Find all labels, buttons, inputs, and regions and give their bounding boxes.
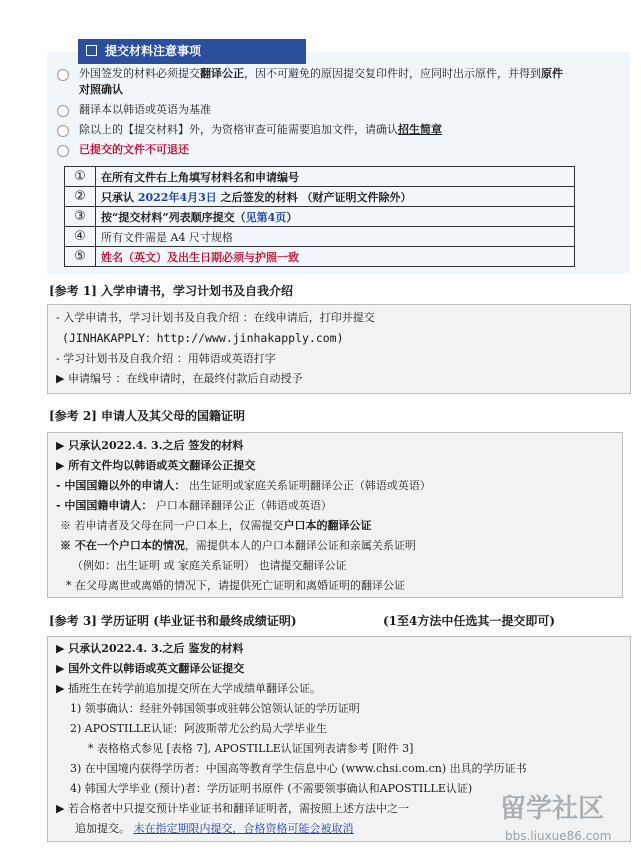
ref1-line: - 学习计划书及自我介绍 ：用韩语或英语打字: [56, 352, 276, 365]
ref3-line: 追加提交。 未在指定期限内提交，合格资格可能会被取消: [75, 822, 354, 835]
row-number: ③: [65, 207, 96, 227]
ref3-line: ▶ 国外文件以韩语或英文翻译公证提交: [56, 662, 245, 675]
ref3-heading: [参考 3] 学历证明 (毕业证书和最终成绩证明): [49, 614, 297, 628]
table-row: [65, 227, 575, 247]
ref3-red-note: 未在指定期限内提交，合格资格可能会被取消: [133, 822, 354, 835]
radio-icon: [57, 105, 69, 117]
row-text: 在所有文件右上角填写材料名和申请编号: [96, 167, 575, 187]
radio-icon: [57, 145, 69, 157]
row-number: ⑤: [65, 247, 96, 267]
row-text: 所有文件需是 A4 尺寸规格: [96, 227, 575, 247]
ref2-line: ▶ 只承认2022.4. 3.之后 签发的材料: [56, 439, 244, 452]
ref3-line: * 表格格式参见 [表格 7], APOSTILLE认证国列表请参考 [附件 3]: [88, 742, 414, 755]
ref3-line: 1) 领事确认：经驻外韩国领事或驻韩公馆领认证的学历证明: [70, 702, 360, 715]
ref3-heading-right: (1至4方法中任选其一提交即可): [383, 614, 556, 628]
ref2-heading: [参考 2] 申请人及其父母的国籍证明: [49, 409, 246, 423]
table-row: [65, 187, 575, 207]
row-number: ②: [65, 187, 96, 207]
ref2-line: ※ 不在一个户口本的情况，需提供本人的户口本翻译公证和亲属关系证明: [60, 539, 416, 552]
ref2-line: （例如：出生证明 或 家庭关系证明） 也请提交翻译公证: [72, 559, 347, 572]
ref2-line: - 中国国籍申请人： 户口本翻译翻译公正（韩语或英语）: [56, 499, 332, 512]
notice-item-1: 外国签发的材料必须提交翻译公正，因不可避免的原因提交复印件时，应同时出示原件，并得到原件: [79, 67, 563, 80]
row-text: 姓名（英文）及出生日期必须与护照一致: [96, 247, 575, 267]
radio-icon: [57, 125, 69, 137]
notice-item-3: 除以上的【提交材料】外，为资格审查可能需要追加文件，请确认招生简章: [79, 123, 442, 136]
ref2-line: ▶ 所有文件均以韩语或英文翻译公正提交: [56, 459, 256, 472]
ref1-line: ▶ 申请编号 ：在线申请时，在最终付款后自动授予: [56, 372, 303, 385]
ref2-box: [47, 432, 623, 598]
notice-item-2: 翻译本以韩语或英语为基准: [79, 103, 211, 116]
notice-title: 提交材料注意事项: [105, 44, 202, 58]
row-text: 只承认 2022年4月3日 之后签发的材料 （财产证明文件除外）: [96, 187, 575, 207]
checkbox-icon: [86, 45, 97, 56]
ref2-line: - 中国国籍以外的申请人： 出生证明或家庭关系证明翻译公正（韩语或英语）: [56, 479, 431, 492]
ref3-line: ▶ 只承认2022.4. 3.之后 鉴发的材料: [56, 642, 244, 655]
ref3-line: 2) APOSTILLE认证：阿波斯蒂尤公约局大学毕业生: [70, 722, 328, 735]
page-link[interactable]: 见第4页: [245, 210, 287, 224]
notice-item-4: 已提交的文件不可退还: [79, 143, 189, 156]
ref1-line: (JINHAKAPPLY：http://www.jinhakapply.com): [62, 331, 344, 345]
row-number: ④: [65, 227, 96, 247]
ref1-line: - 入学申请书，学习计划书及自我介绍 ：在线申请后，打印并提交: [56, 311, 375, 324]
ref3-line: ▶ 插班生在转学前追加提交所在大学成绩单翻译公证。: [56, 682, 321, 695]
ref3-line: 3) 在中国境内获得学历者：中国高等教育学生信息中心 (www.chsi.com.cn) 出具的学历证书: [70, 762, 527, 775]
ref3-line: 4) 韩国大学毕业 (预计)者：学历证明书原件 (不需要领事确认和APOSTILLE认证): [70, 782, 473, 795]
watermark-url: bbs.liuxue86.com: [505, 829, 612, 843]
ref1-heading: [参考 1] 入学申请书，学习计划书及自我介绍: [49, 284, 294, 298]
table-row: [65, 207, 575, 227]
ref2-line: * 在父母离世或离婚的情况下，请提供死亡证明和离婚证明的翻译公证: [66, 579, 405, 592]
row-text: 按“提交材料”列表顺序提交（见第4页）: [96, 207, 575, 227]
row-number: ①: [65, 167, 96, 187]
ref2-line: ※ 若申请者及父母在同一户口本上，仅需提交户口本的翻译公证: [60, 519, 372, 532]
ref3-line: ▶ 若合格者中只提交预计毕业证书和翻译证明者，需按照上述方法中之一: [56, 802, 409, 815]
notice-item-1-cont: 对照确认: [79, 83, 123, 96]
table-row: [65, 167, 575, 187]
notice-title-tab: [78, 39, 306, 64]
watermark-logo: 留学社区: [500, 794, 605, 824]
table-row: [65, 247, 575, 267]
requirements-table: [64, 166, 575, 267]
radio-icon: [57, 69, 69, 81]
